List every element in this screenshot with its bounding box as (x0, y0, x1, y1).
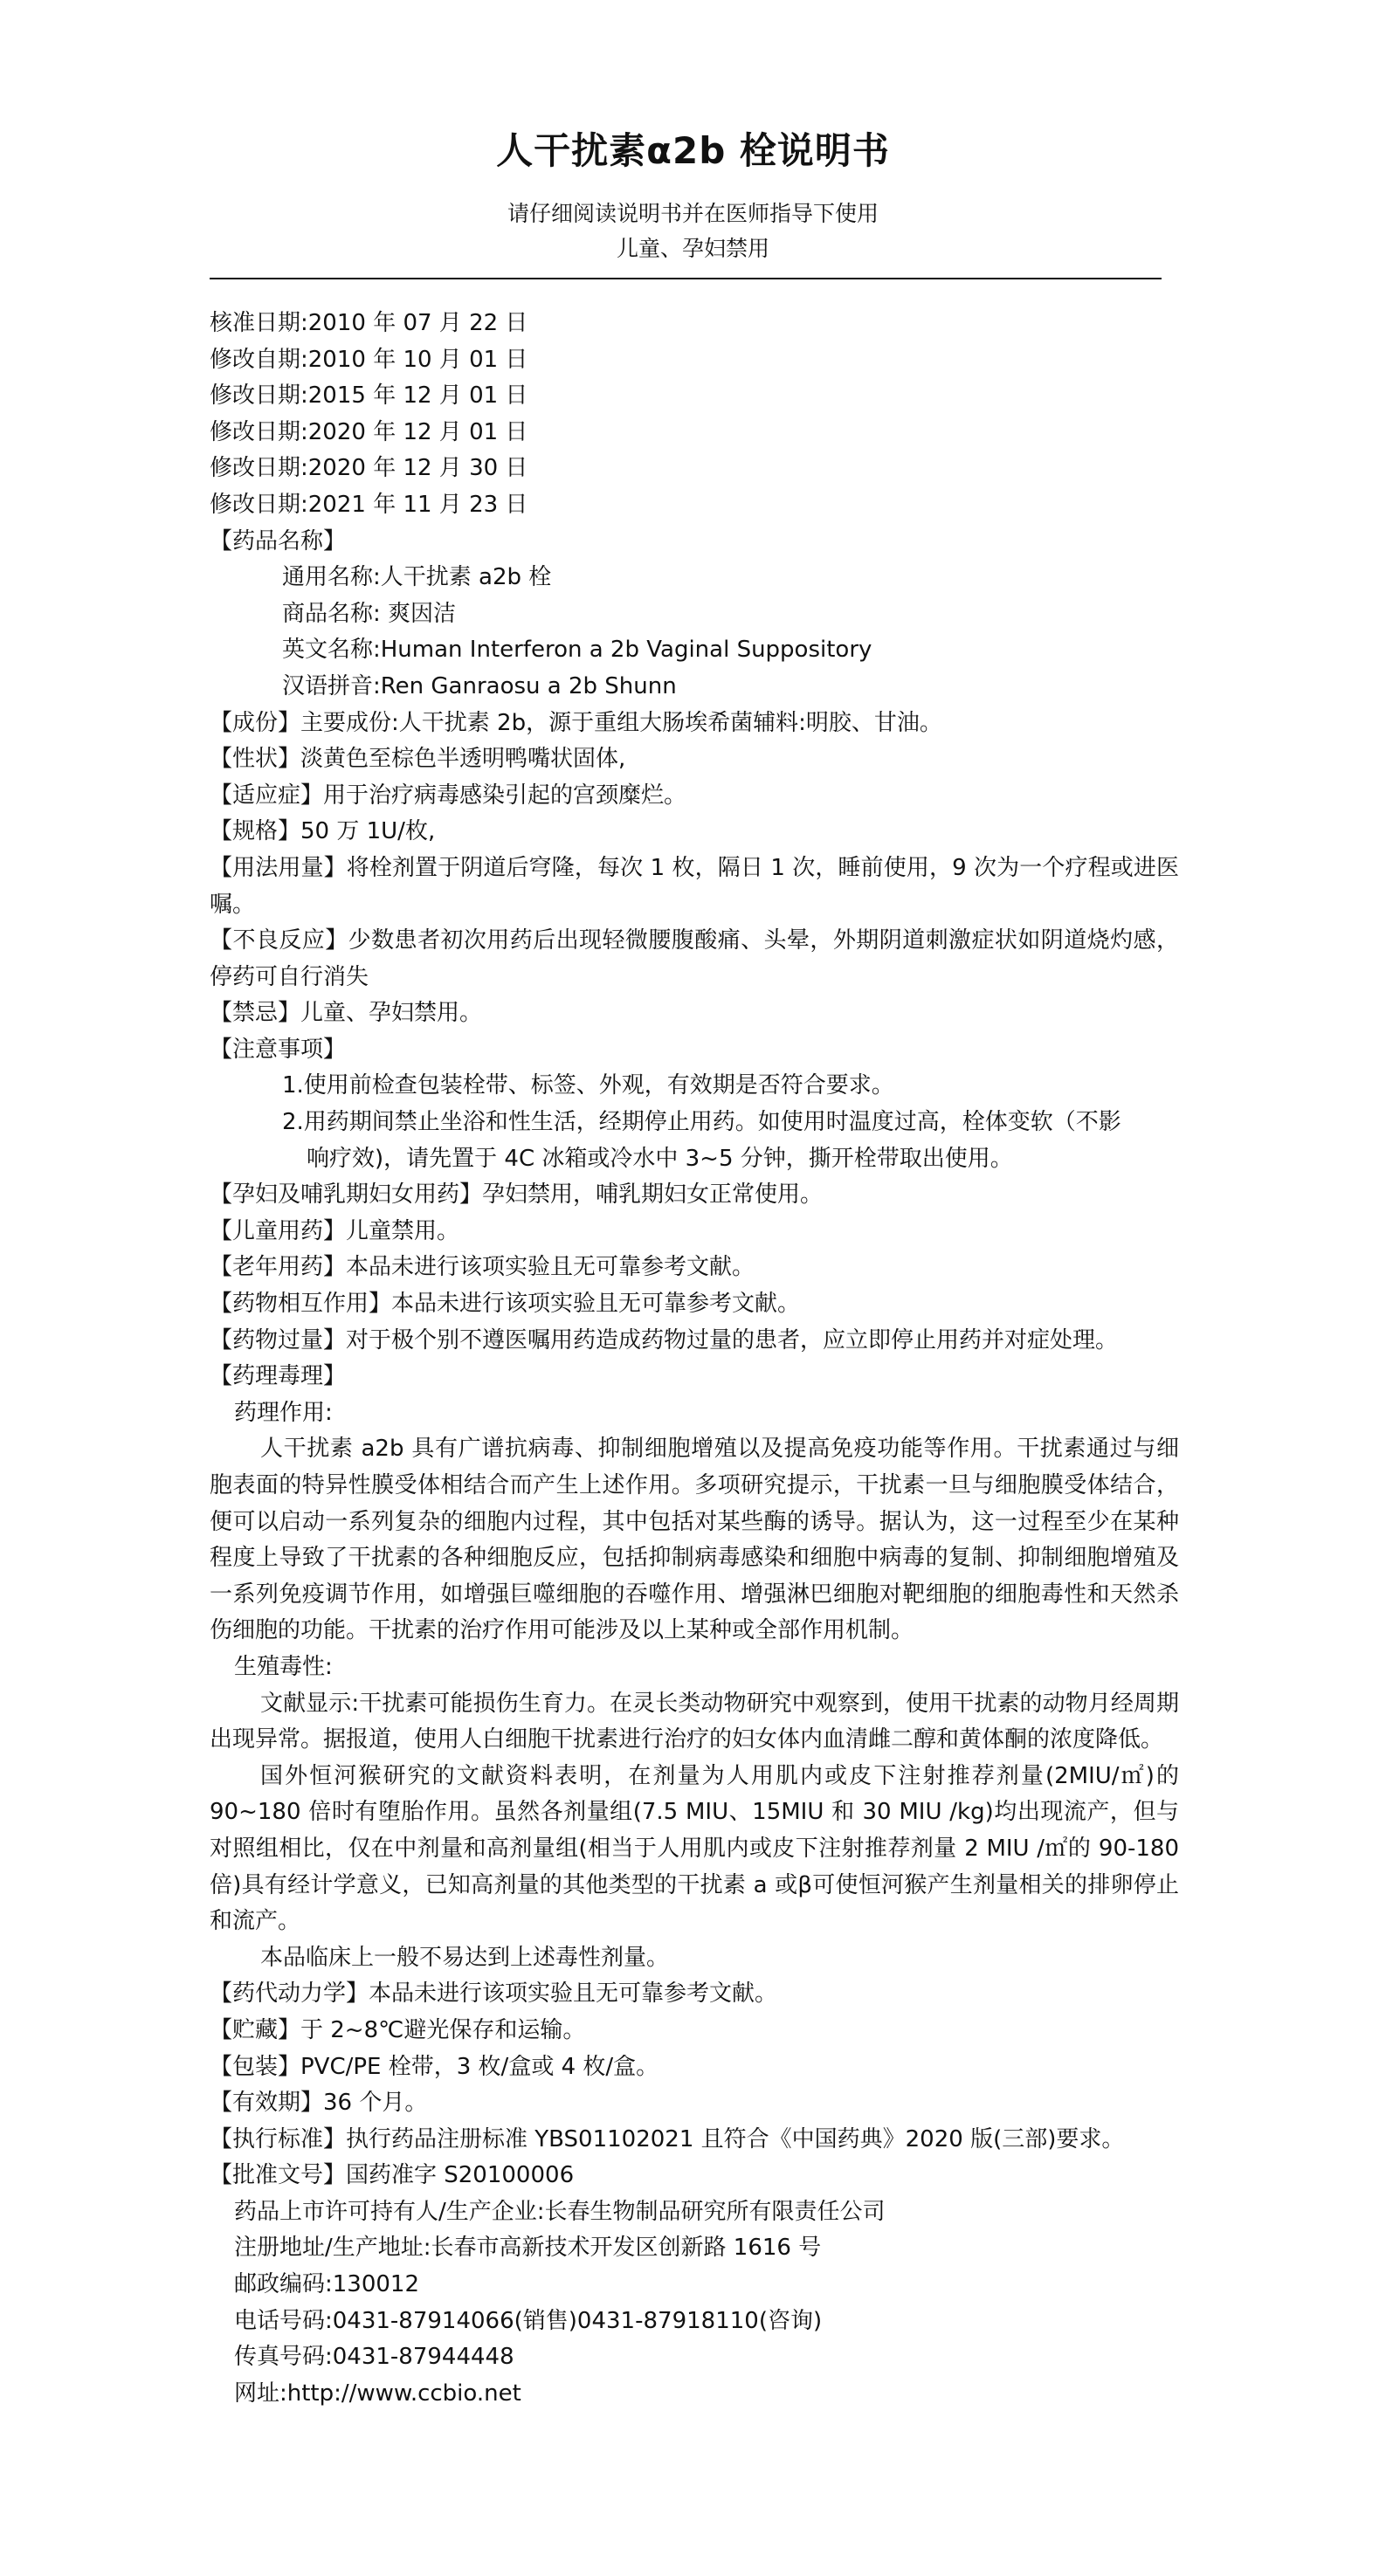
document-body (210, 306, 1179, 2412)
reproductive-toxicity-text: 国外恒河猴研究的文献资料表明，在剂量为人用肌内或皮下注射推荐剂量(2MIU/㎡)的 90~180 倍时有堕胎作用。虽然各剂量组(7.5 MIU、15MIU 和 30 MIU /kg)均出现流产，但与对照组相比，仅在中剂量和高剂量组(相当于人用肌内或皮下注射推荐剂量 2 MIU /㎡的 90-180 倍)具有经计学意义，已知高剂量的其他类型的干扰素 a 或β可使恒河猴产生剂量相关的排卵停止和流产。 (210, 1762, 1179, 1935)
revision-date: 修改日期:2020 年 12 月 30 日 (210, 455, 528, 482)
company-address: 注册地址/生产地址:长春市高新技术开发区创新路 1616 号 (234, 2235, 822, 2262)
precautions-heading: 【注意事项】 (210, 1036, 347, 1063)
composition-section: 【成份】主要成份:人干扰素 2b，源于重组大肠埃希菌辅料:明胶、甘油。 (210, 709, 942, 736)
validity-section: 【有效期】36 个月。 (210, 2090, 428, 2117)
english-name: 英文名称:Human Interferon a 2b Vaginal Suppository (282, 637, 872, 664)
revision-date: 修改日期:2021 年 11 月 23 日 (210, 491, 528, 518)
overdose-section: 【药物过量】对于极个别不遵医嘱用药造成药物过量的患者，应立即停止用药并对症处理。 (210, 1326, 1119, 1353)
properties-section: 【性状】淡黄色至棕色半透明鸭嘴状固体, (210, 746, 626, 773)
pinyin-name: 汉语拼音:Ren Ganraosu a 2b Shunn (282, 672, 677, 699)
packaging-section: 【包装】PVC/PE 栓带，3 枚/盒或 4 枚/盒。 (210, 2053, 659, 2080)
header-divider (210, 278, 1162, 279)
precaution-item: 2.用药期间禁止坐浴和性生活，经期停止用药。如使用时温度过高，栓体变软（不影 (282, 1109, 1121, 1136)
postal-code: 邮政编码:130012 (234, 2271, 420, 2298)
approval-date: 核准日期:2010 年 07 月 22 日 (210, 310, 528, 336)
generic-name: 通用名称:人干扰素 a2b 栓 (282, 564, 552, 591)
specification-section: 【规格】50 万 1U/枚, (210, 818, 436, 845)
license-holder: 药品上市许可持有人/生产企业:长春生物制品研究所有限责任公司 (234, 2198, 886, 2225)
clinical-dose-note: 本品临床上一般不易达到上述毒性剂量。 (260, 1944, 670, 1971)
pharmacology-heading: 药理作用: (234, 1399, 333, 1426)
precaution-item: 1.使用前检查包装栓带、标签、外观，有效期是否符合要求。 (282, 1072, 894, 1099)
fax-number: 传真号码:0431-87944448 (234, 2344, 514, 2371)
indications-section: 【适应症】用于治疗病毒感染引起的宫颈糜烂。 (210, 782, 687, 809)
approval-number-section: 【批准文号】国药准字 S20100006 (210, 2162, 575, 2189)
dosage-section: 【用法用量】将栓剂置于阴道后穹隆，每次 1 枚，隔日 1 次，睡前使用，9 次为一个疗程或进医嘱。 (210, 854, 1179, 918)
interactions-section: 【药物相互作用】本品未进行该项实验且无可靠参考文献。 (210, 1291, 801, 1318)
reading-instruction: 请仔细阅读说明书并在医师指导下使用 (507, 201, 879, 226)
revision-date: 修改自期:2010 年 10 月 01 日 (210, 346, 528, 373)
contraindications-section: 【禁忌】儿童、孕妇禁用。 (210, 1000, 483, 1027)
trade-name: 商品名称: 爽因洁 (282, 600, 457, 627)
reproductive-toxicity-text: 文献显示:干扰素可能损伤生育力。在灵长类动物研究中观察到，使用干扰素的动物月经周期出现异常。据报道，使用人白细胞干扰素进行治疗的妇女体内血清雌二醇和黄体酮的浓度降低。 (210, 1690, 1179, 1753)
adverse-reactions-section: 【不良反应】少数患者初次用药后出现轻微腰腹酸痛、头晕，外期阴道刺激症状如阴道烧灼感，停药可自行消失 (210, 927, 1179, 990)
pharmacokinetics-section: 【药代动力学】本品未进行该项实验且无可靠参考文献。 (210, 1980, 778, 2008)
elderly-section: 【老年用药】本品未进行该项实验且无可靠参考文献。 (210, 1254, 755, 1281)
pharmacology-text: 人干扰素 a2b 具有广谱抗病毒、抑制细胞增殖以及提高免疫功能等作用。干扰素通过与细胞表面的特异性膜受体相结合而产生上述作用。多项研究提示，干扰素一旦与细胞膜受体结合，便可以启动一系列复杂的细胞内过程，其中包括对某些酶的诱导。据认为，这一过程至少在某种程度上导致了干扰素的各种细胞反应，包括抑制病毒感染和细胞中病毒的复制、抑制细胞增殖及一系列免疫调节作用，如增强巨噬细胞的吞噬作用、增强淋巴细胞对靶细胞的细胞毒性和天然杀伤细胞的功能。干扰素的治疗作用可能涉及以上某种或全部作用机制。 (210, 1436, 1179, 1644)
phone-numbers: 电话号码:0431-87914066(销售)0431-87918110(咨询) (234, 2307, 823, 2334)
revision-date: 修改日期:2020 年 12 月 01 日 (210, 418, 528, 445)
revision-date: 修改日期:2015 年 12 月 01 日 (210, 382, 528, 410)
precaution-item-continued: 响疗效)，请先置于 4C 冰箱或冷水中 3~5 分钟，撕开栓带取出使用。 (307, 1145, 1013, 1172)
prohibition-notice: 儿童、孕妇禁用 (616, 236, 769, 261)
children-section: 【儿童用药】儿童禁用。 (210, 1217, 460, 1244)
storage-section: 【贮藏】于 2~8℃避光保存和运输。 (210, 2016, 586, 2043)
toxicology-heading: 【药理毒理】 (210, 1363, 347, 1390)
pregnancy-section: 【孕妇及哺乳期妇女用药】孕妇禁用，哺乳期妇女正常使用。 (210, 1181, 824, 1209)
standard-section: 【执行标准】执行药品注册标准 YBS01102021 且符合《中国药典》2020 版(三部)要求。 (210, 2125, 1125, 2152)
website: 网址:http://www.ccbio.net (234, 2380, 521, 2407)
document-title: 人干扰素α2b 栓说明书 (496, 129, 890, 172)
drug-name-heading: 【药品名称】 (210, 527, 347, 554)
reproductive-toxicity-heading: 生殖毒性: (234, 1653, 333, 1680)
